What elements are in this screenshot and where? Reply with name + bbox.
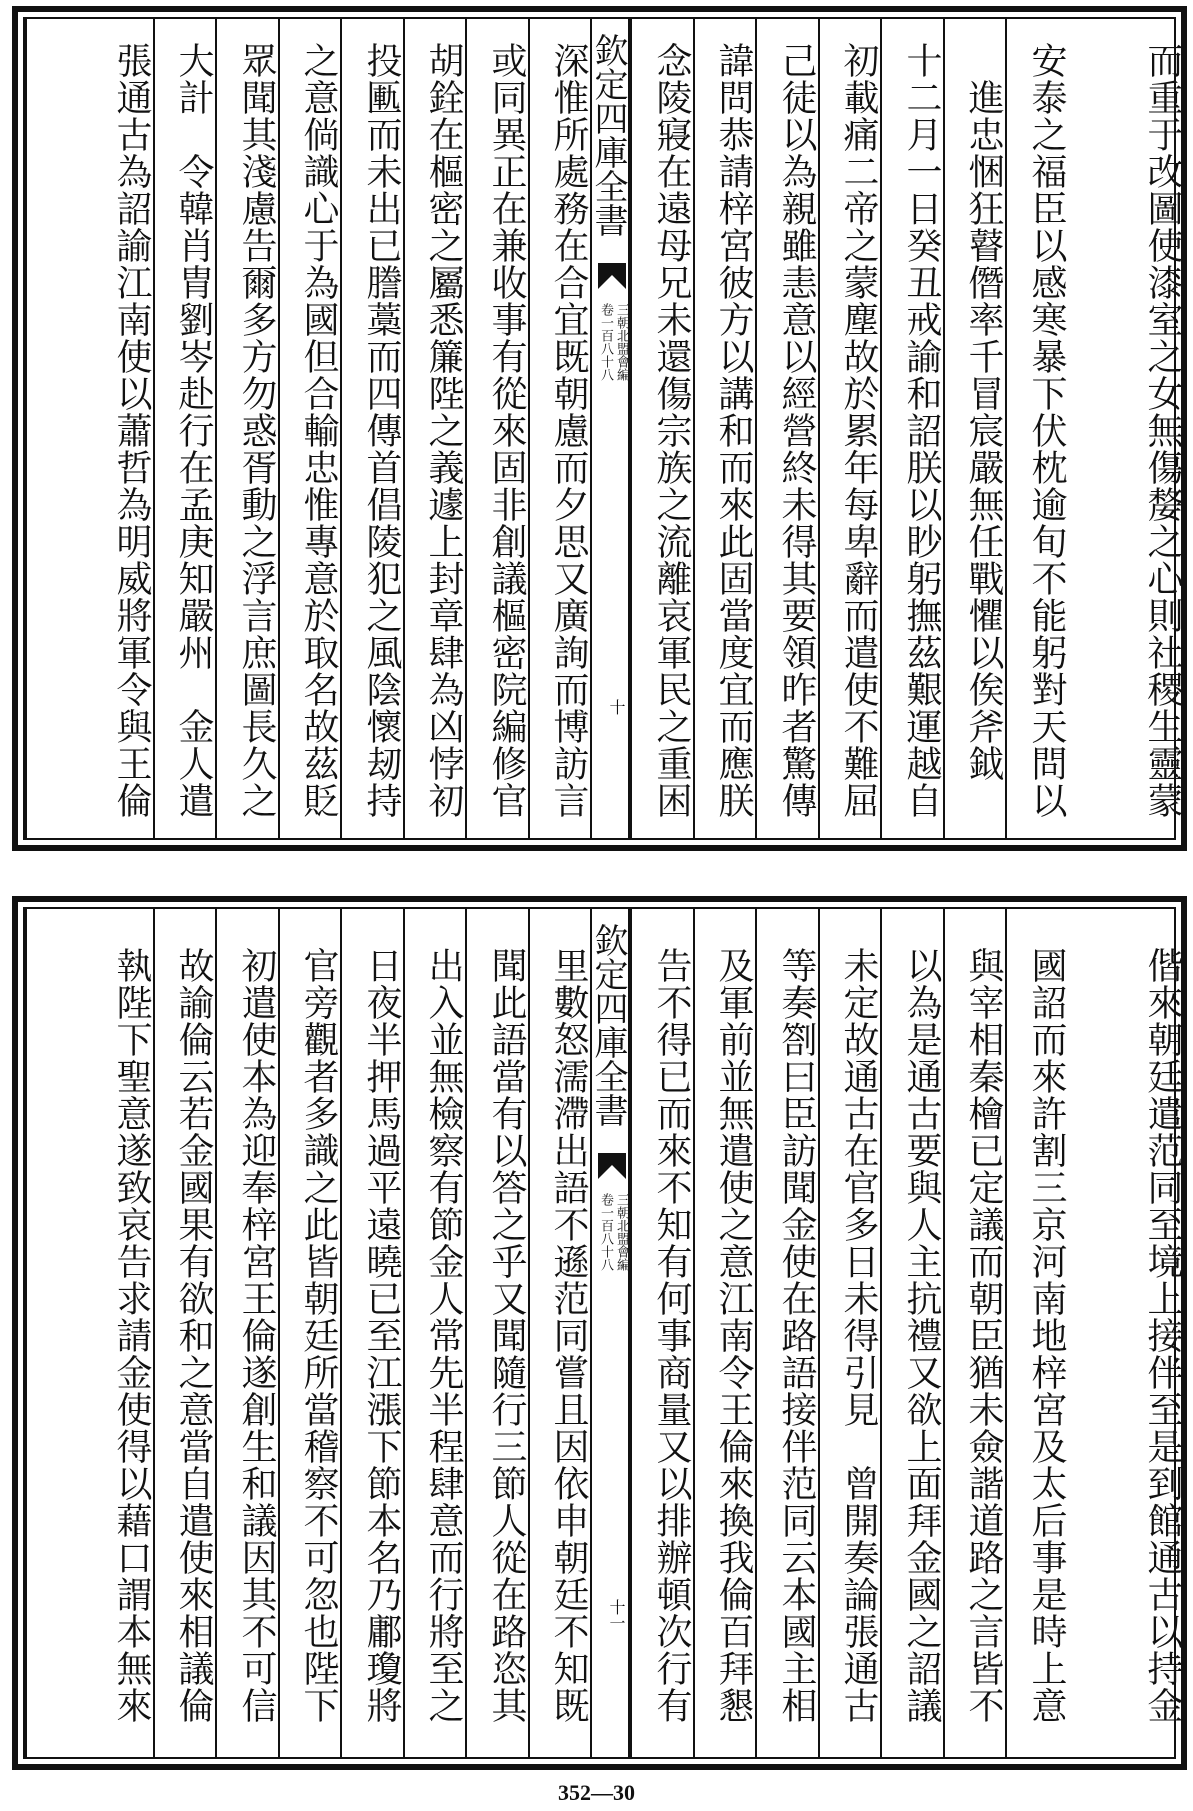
book-title: 三朝北盟會編 xyxy=(614,303,629,381)
text-column xyxy=(153,19,215,838)
text-column xyxy=(693,19,755,838)
fishtail-mark-icon xyxy=(598,263,626,289)
column-text: 偕來朝廷遣范同至境上接伴至是到館通古以持金 xyxy=(1142,946,1183,1724)
text-column xyxy=(943,909,1005,1757)
text-column xyxy=(818,909,880,1757)
text-column xyxy=(153,909,215,1757)
text-column xyxy=(25,909,153,1757)
column-text: 日夜半押馬過平遠曉已至江漲下節本名乃鄘瓊將 xyxy=(361,946,402,1724)
page-number: 352—30 xyxy=(558,1780,635,1805)
column-text: 告不得已而來不知有何事商量又以排辦頓次行有 xyxy=(651,946,692,1724)
column-text: 進忠悃狂瞽僭率千冒宸嚴無任戰懼以俟斧鉞 xyxy=(963,79,1004,782)
column-text: 十二月一日癸丑戒諭和詔朕以眇躬撫茲艱運越自 xyxy=(901,42,942,819)
column-text: 故諭倫云若金國果有欲和之意當自遣使來相議倫 xyxy=(173,946,214,1724)
text-column xyxy=(465,19,528,838)
fishtail-mark-icon xyxy=(598,1153,626,1179)
column-text: 安泰之福臣以感寒暴下伏枕逾旬不能躬對天問以 xyxy=(1026,42,1067,819)
bottom-page-frame xyxy=(23,907,1183,1759)
text-column xyxy=(630,19,693,838)
library-title: 欽定四庫全書 xyxy=(588,33,628,237)
volume-label: 卷一百八十八 xyxy=(598,1193,613,1271)
column-text: 及軍前並無遣使之意江南令王倫來換我倫百拜懇 xyxy=(713,946,754,1724)
column-text: 投匭而未出已謄藁而四傳首倡陵犯之風陰懷刼持 xyxy=(361,42,402,819)
column-text: 出入並無檢察有節金人常先半程肆意而行將至之 xyxy=(423,946,464,1724)
column-text: 初遣使本為迎奉梓宮王倫遂創生和議因其不可信 xyxy=(236,946,277,1724)
text-column xyxy=(1068,909,1184,1757)
column-text: 以為是通古要與人主抗禮又欲上面拜金國之詔議 xyxy=(901,946,942,1724)
text-column xyxy=(1068,19,1184,838)
column-text: 己徒以為親雖恚意以經營終未得其要領昨者驚傳 xyxy=(776,42,817,819)
column-text: 胡銓在樞密之屬悉簾陛之義遽上封章肆為凶悖初 xyxy=(423,42,464,819)
fold-column xyxy=(590,909,630,1757)
text-column xyxy=(755,909,818,1757)
column-text: 初載痛二帝之蒙塵故於累年每卑辭而遣使不難屈 xyxy=(838,42,879,819)
column-text: 官旁觀者多識之此皆朝廷所當稽察不可忽也陛下 xyxy=(298,946,339,1724)
column-text: 念陵寢在遠母兄未還傷宗族之流離哀軍民之重困 xyxy=(651,42,692,819)
text-column xyxy=(880,909,943,1757)
column-text: 與宰相秦檜已定議而朝臣猶未僉諧道路之言皆不 xyxy=(963,946,1004,1724)
text-column xyxy=(25,19,153,838)
column-text: 國詔而來許割三京河南地梓宮及太后事是時上意 xyxy=(1026,946,1067,1724)
text-column xyxy=(528,19,590,838)
text-column xyxy=(1005,909,1068,1757)
column-text: 未定故通古在官多日未得引見 曾開奏論張通古 xyxy=(838,946,879,1724)
column-text: 之意倘識心于為國但合輸忠惟專意於取名故茲貶 xyxy=(298,42,339,819)
column-text: 張通古為詔諭江南使以蕭哲為明威將軍令與王倫 xyxy=(111,42,152,819)
column-text: 執陛下聖意遂致哀告求請金使得以藉口謂本無來 xyxy=(111,946,152,1724)
text-column xyxy=(340,909,403,1757)
column-text: 里數怒濡滯出語不遜范同嘗且因依申朝廷不知既 xyxy=(548,946,589,1724)
text-column xyxy=(528,909,590,1757)
text-column xyxy=(1005,19,1068,838)
column-text: 諱問恭請梓宮彼方以講和而來此固當度宜而應朕 xyxy=(713,42,754,819)
text-column xyxy=(215,19,278,838)
book-title: 三朝北盟會編 xyxy=(614,1193,629,1271)
text-column xyxy=(278,909,340,1757)
column-text: 而重于改圖使漆室之女無傷嫠之心則社稷生靈蒙 xyxy=(1142,42,1183,819)
fold-page-number: 十 xyxy=(607,699,626,715)
column-text: 眾聞其淺慮告爾多方勿惑胥動之浮言庶圖長久之 xyxy=(236,42,277,819)
text-column xyxy=(403,19,465,838)
text-column xyxy=(818,19,880,838)
text-column xyxy=(693,909,755,1757)
text-column xyxy=(340,19,403,838)
top-page-frame xyxy=(23,17,1183,840)
text-column xyxy=(278,19,340,838)
column-text: 等奏劄曰臣訪聞金使在路語接伴范同云本國主相 xyxy=(776,946,817,1724)
volume-label: 卷一百八十八 xyxy=(598,303,613,381)
fold-page-number: 十一 xyxy=(607,1599,626,1631)
bottom-page xyxy=(12,896,1187,1770)
top-page xyxy=(12,6,1187,851)
text-column xyxy=(215,909,278,1757)
text-column xyxy=(403,909,465,1757)
column-text: 深惟所處務在合宜既朝慮而夕思又廣詢而博訪言 xyxy=(548,42,589,819)
library-title: 欽定四庫全書 xyxy=(588,923,628,1127)
text-column xyxy=(943,19,1005,838)
text-column xyxy=(630,909,693,1757)
column-text: 或同異正在兼收事有從來固非創議樞密院編修官 xyxy=(486,42,527,819)
text-column xyxy=(880,19,943,838)
text-column xyxy=(465,909,528,1757)
column-text: 大計 令韓肖胄劉岑赴行在孟庚知嚴州 金人遣 xyxy=(173,42,214,819)
text-column xyxy=(755,19,818,838)
fold-column xyxy=(590,19,630,838)
column-text: 聞此語當有以答之乎又聞隨行三節人從在路恣其 xyxy=(486,946,527,1724)
